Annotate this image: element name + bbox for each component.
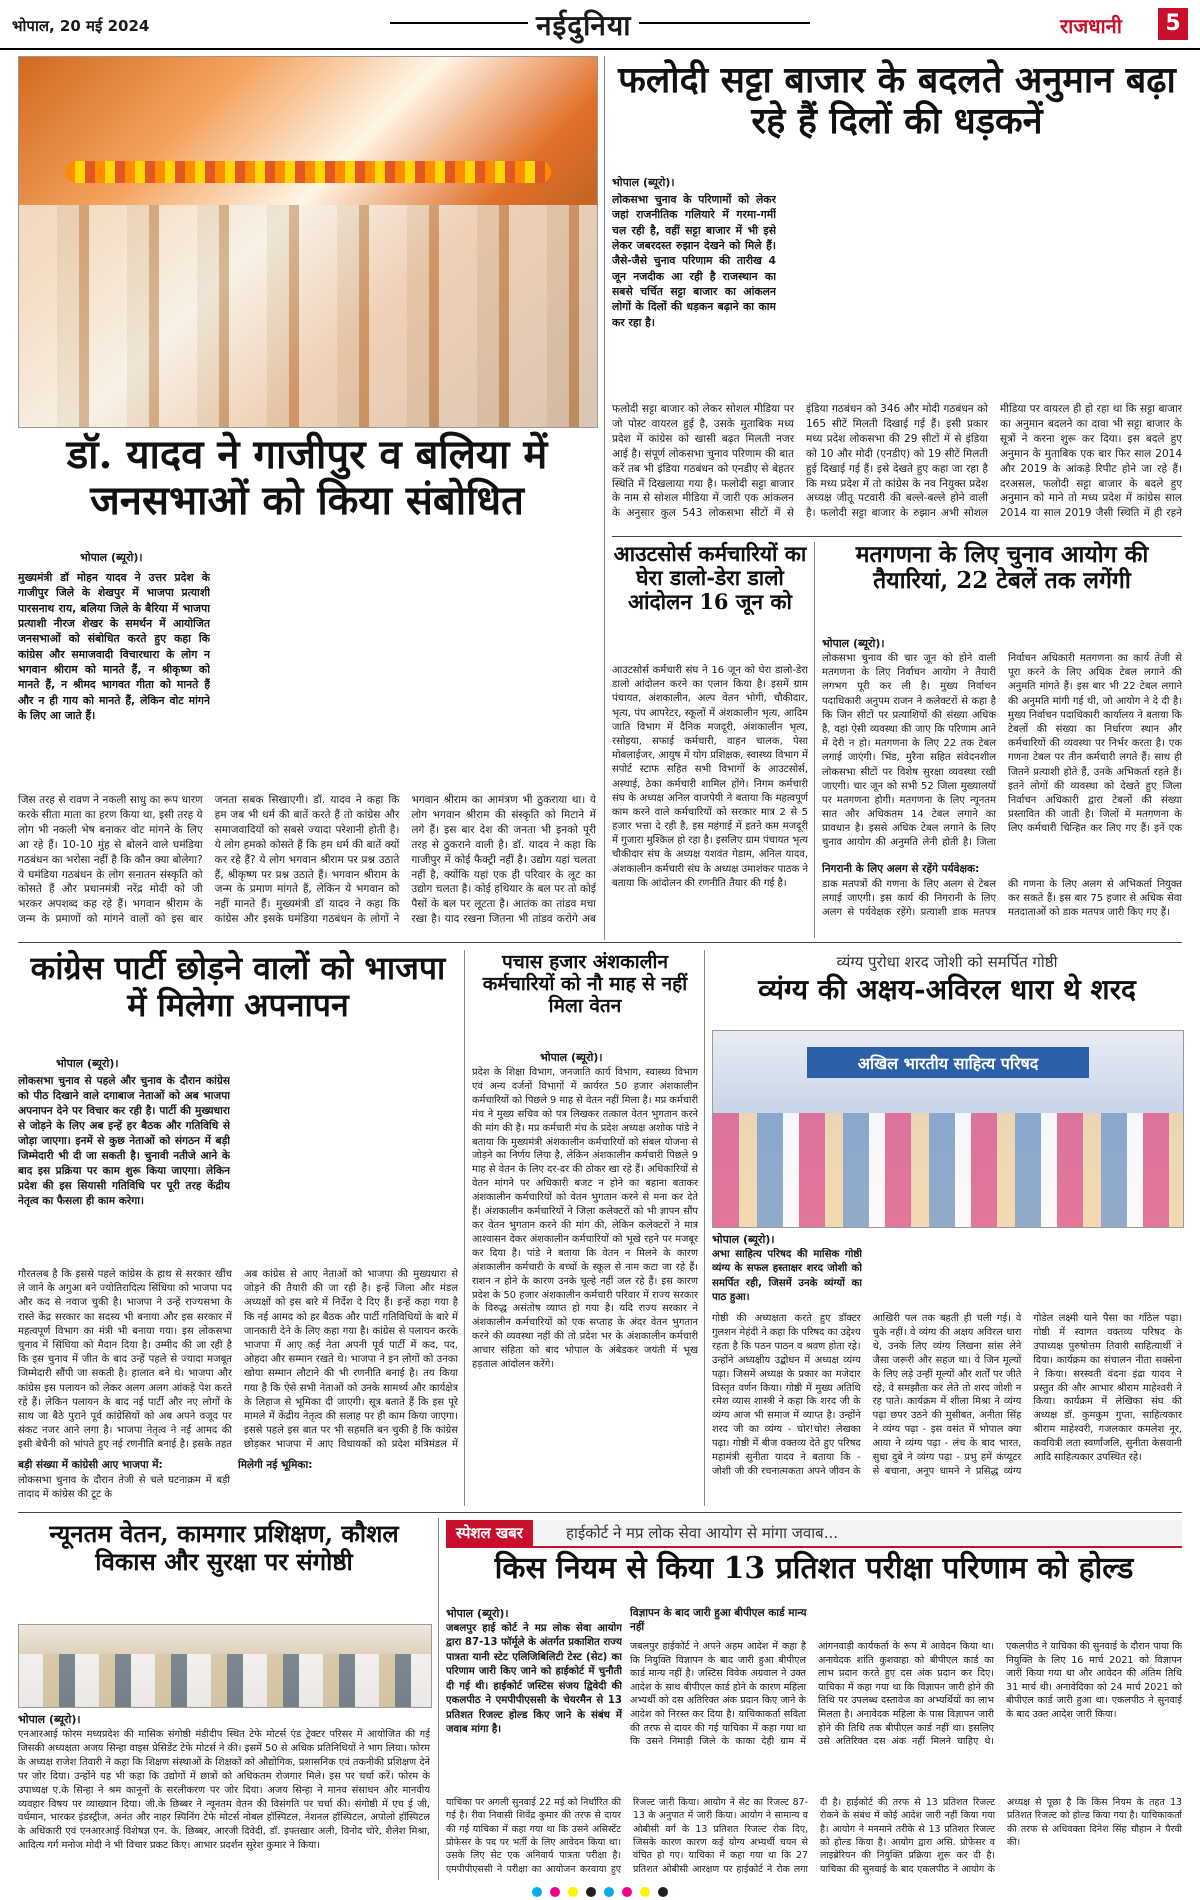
print-dot xyxy=(550,1887,560,1897)
counting-subhead: निगरानी के लिए अलग से रहेंगे पर्यवेक्षक: xyxy=(822,863,980,875)
anshkalin-headline: पचास हजार अंशकालीन कर्मचारियों को नौ माह से नहीं मिला वेतन xyxy=(482,951,688,1017)
vyangya-kicker: व्यंग्य पुरोधा शरद जोशी को समर्पित गोष्ठी xyxy=(836,953,1058,971)
divider xyxy=(18,942,1182,943)
print-dot xyxy=(622,1887,632,1897)
print-dot xyxy=(568,1887,578,1897)
divider xyxy=(438,1518,439,1880)
outsource-body: आउटसोर्स कर्मचारी संघ ने 16 जून को घेरा डालो-डेरा डालो आंदोलन करने का एलान किया है। इसमें ग्राम पंचायत, अंशकालीन, अल्प वेतन भोगी, चौकीदार, भृत्य, पंप आपरेटर, स्कूलों में अंशकालीन भृत्य, आदिम जाति विभाग में दैनिक मजदूरी, अंशकालीन भृत्य, रसोइया, सफाई कर्मचारी, वाहन चालक, पेसा मोबलाईजर, आयुष में योग प्रशिक्षक, स्वास्थ्य विभाग में सपोर्ट स्टाफ सहित सभी विभागों के आउटसोर्स, अस्थाई, ठेका कर्मचारी शामिल होंगे। निगम कर्मचारी संघ के अध्यक्ष अनिल वाजपेयी ने बताया कि महत्वपूर्ण काम करने वाले कर्मचारियों को सरकार मात्र 2 से 5 हजार भत्ता दे रही है, इस महंगाई में इतने कम मजदूरी में गुजारा मुश्किल हो रहा है। इसलिए ग्राम पंचायत भृत्य चौकीदार संघ के अध्यक्ष यशवंत गेडाम, अनिल यादव, अंशकालीन कर्मचारी संघ के अध्यक्ष उमाशंकर पाठक ने बताया कि आंदोलन की रणनीति तैयार की गई है। xyxy=(612,665,808,889)
divider xyxy=(814,542,815,938)
page-number: 5 xyxy=(1158,8,1188,40)
seminar-photo xyxy=(18,1624,432,1708)
yadav-dateline: भोपाल (ब्यूरो)। xyxy=(80,551,143,564)
yadav-headline: डॉ. यादव ने गाजीपुर व बलिया में जनसभाओं को किया संबोधित xyxy=(66,431,548,524)
seminar-body: एनआरआई फोरम मध्यप्रदेश की मासिक संगोष्ठी मंडीदीप स्थित टेफे मोटर्स एंड ट्रेक्टर परिसर में आयोजित की गई जिसकी अध्यक्षता अजय सिन्हा वाइस प्रेसिडेंट टेफे मोटर्स ने की। इसमें 50 से अधिक प्रतिनिधियों ने भाग लिया। फोरम के अध्यक्ष राजेश तिवारी ने कहा कि शिक्षण संस्थाओं के शिक्षकों को औद्योगिक, प्रशासनिक एवं तकनीकी प्रशिक्षण देने पर जोर दिया। उन्होंने यह भी कहा कि उद्योगों में छात्रों को अधिकतम रोजगार मिले। इस पर चर्चा करें। फोरम के उपाध्यक्ष ए.के सिन्हा ने श्रम कानूनों के सरलीकरण पर जोर दिया। अजय सिन्हा ने मानव संसाधन और मानवीय व्यवहार विषय पर व्याख्यान दिया। जी.के छिब्बर ने न्यूनतम वेतन की विसंगति पर चर्चा की। संगोष्ठी में एच ई जी, वर्धमान, भारकर इंडस्ट्रीज, अनंत और नाहर स्पिनिंग टेफे मोटर्स नोबल हॉस्पिटल, नेशनल हॉस्पिटल, अपोलो हॉस्पिटल के अधिकारी एवं एनआरआई विशेषज्ञ एन. के. छिब्बर, आरजी दिवेदी, डॉ. इफ्तखार अली, विनोद चोरे, शैलेश मिश्रा, आदित्य गर्ग मनोज मोदी ने भी विचार प्रकट किए। आभार प्रदर्शन सुरेश कुमार ने किया। xyxy=(18,1729,430,1852)
divider xyxy=(612,536,1182,537)
seminar-headline: न्यूनतम वेतन, कामगार प्रशिक्षण, कौशल विकास और सुरक्षा पर संगोष्ठी xyxy=(49,1519,399,1576)
masthead xyxy=(0,0,1200,50)
highcourt-dateline: भोपाल (ब्यूरो)। xyxy=(446,1607,509,1620)
phalodi-body: फलोदी सट्टा बाजार को लेकर सोशल मीडिया पर जो पोस्ट वायरल हुई है, उसके मुताबिक मध्य प्रदेश में कांग्रेस को खासी बढ़त मिलती नजर आई है। संपूर्ण लोकसभा चुनाव परिणाम की बात करें तब भी इंडिया गठबंधन को एनडीए से बेहतर स्थिति में दिखलाया गया है। फलोदी सट्टा बाजार के नाम से सोशल मीडिया में जारी एक आंकलन के अनुसार कुल 543 लोकसभा सीटों में से इंडिया गठबंधन को 346 और मोदी गठबंधन को 165 सीटें मिलती दिखाई गई हैं। इसी प्रकार मध्य प्रदेश लोकसभा की 29 सीटों में से इंडिया को 10 और मोदी (एनडीए) को 19 सीटें मिलती हुई दिखाई गई हैं। इसे देखते हुए कहा जा रहा है कि मध्य प्रदेश में तो कांग्रेस के नव नियुक्त प्रदेश अध्यक्ष जीतू पटवारी की बल्ले-बल्ले होने वाली है। फलोदी सट्टा बाजार के रुझान अभी सोशल मीडिया पर वायरल ही हो रहा था कि सट्टा बाजार का अनुमान बदलने का दावा भी सट्टा बाजार के सूत्रों ने करना शुरू कर दिया। इस बदले हुए अनुमान के मुताबिक एक बार फिर साल 2014 और 2019 के आंकड़े रिपीट होने जा रहे हैं। दरअसल, फलोदी सट्टा बाजार के बदले हुए अनुमान को माने तो मध्य प्रदेश में कांग्रेस साल 2014 या साल 2019 जैसी स्थिति में ही रहने xyxy=(612,403,1182,520)
congress-headline: कांग्रेस पार्टी छोड़ने वालों को भाजपा में मिलेगा अपनापन xyxy=(30,949,446,1024)
vyangya-photo xyxy=(712,1030,1184,1228)
print-dot xyxy=(640,1887,650,1897)
phalodi-intro: लोकसभा चुनाव के परिणामों को लेकर जहां राजनीतिक गलियारे में गरमा-गर्मी चल रही है, वहीं सट्टा बाजार में भी इसे लेकर जबरदस्त रुझान देखने को मिले हैं। जैसे-जैसे चुनाव परिणाम की तारीख 4 जून नजदीक आ रही है राजस्थान का सबसे चर्चित सट्टा बाजार का आंकलन लोगों के दिलों की धड़कन बढ़ाने का काम कर रहा है। xyxy=(612,193,776,329)
print-dot xyxy=(586,1887,596,1897)
group-shape xyxy=(713,1113,1183,1227)
divider xyxy=(464,950,465,1506)
divider xyxy=(604,56,605,940)
highcourt-header xyxy=(446,1520,1182,1548)
print-dot xyxy=(532,1887,542,1897)
highcourt-intro: जबलपुर हाई कोर्ट ने मप्र लोक सेवा आयोग द्वारा 87-13 फॉर्मूले के अंतर्गत प्रकाशित राज्य पात्रता यानी स्टेट एलिजिबिलिटी टेस्ट (सेट) का परिणाम जारी किए जाने को हाईकोर्ट में चुनौती दी गई थी। हाईकोर्ट जस्टिस संजय द्विवेदी की एकलपीठ ने एमपीपीएससी के चेयरमैन से 13 प्रतिशत रिजल्ट होल्ड किए जाने के संबंध में जवाब मांगा है। xyxy=(446,1623,622,1736)
rally-photo xyxy=(18,56,598,428)
newspaper-logo: नईदुनिया xyxy=(528,6,639,44)
counting-body: लोकसभा चुनाव की चार जून को होने वाली मतगणना के लिए निर्वाचन आयोग ने तैयारी लगभग पूरी कर ली है। मुख्य निर्वाचन पदाधिकारी अनुपम राजन ने कलेक्टरों से कहा है कि जिन सीटों पर प्रत्याशियों की संख्या अधिक है, वहां ऐसी व्यवस्था की जाए कि परिणाम आने में देरी न हो। मतगणना के लिए 22 तक टेबल लगाई जाएंगी। भिंड, मुरैना सहित संवेदनशील लोकसभा सीटों पर विशेष सुरक्षा व्यवस्था रखी जाएगी। चार जून को सभी 52 जिला मुख्यालयों पर मतगणना होगी। मतगणना के लिए न्यूनतम सात और अधिकतम 14 टेबल लगाने का प्रावधान है। इससे अधिक टेबल लगाने के लिए चुनाव आयोग की अनुमति लेनी होती है। जिला निर्वाचन अधिकारी मतगणना का कार्य तेजी से पूरा करने के लिए अधिक टेबल लगाने की अनुमति मांगते हैं। इस बार भी 22 टेबल लगाने की अनुमति मांगी गई थी, जो आयोग ने दे दी है। मुख्य निर्वाचन पदाधिकारी कार्यालय ने बताया कि टेबलों की संख्या का निर्धारण स्थान और कर्मचारियों की व्यवस्था पर निर्भर करता है। एक गणना टेबल पर तीन कर्मचारी लगते हैं। साथ ही जितने प्रत्याशी होते हैं, उनके अभिकर्ता रहते हैं। इतने लोगों की व्यवस्था को देखते हुए जिला निर्वाचन अधिकारी द्वारा टेबलों की संख्या प्रस्तावित की जाती है। जिलों में मतगणना के लिए कर्मचारी चिन्हित कर लिए गए हैं। इनें एक xyxy=(822,653,1182,849)
seminar-dateline: भोपाल (ब्यूरो)। xyxy=(18,1713,81,1726)
photo-banner: अखिल भारतीय साहित्य परिषद xyxy=(807,1047,1089,1078)
highcourt-body2: जबलपुर हाईकोर्ट ने अपने अहम आदेश में कहा है कि नियुक्ति विज्ञापन के बाद जारी हुआ बीपीएल कार्ड मान्य नहीं है। जस्टिस विवेक अग्रवाल ने उक्त आदेश के साथ बीपीएल कार्ड होने के कारण महिला अभ्यर्थी को दस अतिरिक्त अंक प्रदान किए जाने के आदेश को निरस्त कर दिया है। याचिकाकर्ता सविता की तरफ से दायर की गई याचिका में कहा गया था कि उसने निमाड़ी जिले के काका देही ग्राम में आंगनवाड़ी कार्यकर्ता के रूप में आवेदन किया था। अनावेदक शांति कुशवाहा को बीपीएल कार्ड का लाभ प्रदान करते हुए दस अंक प्रदान कर दिए। याचिका में कहा गया था कि विज्ञापन जारी होने की तिथि पर उपलब्ध दस्तावेज का अभ्यर्थियों का लाभ मिलता है। अनावेदक महिला के पास विज्ञापन जारी होने की तिथि तक बीपीएल कार्ड नहीं था। इसलिए उसे अतिरिक्त दस अंक नहीं मिलने चाहिए थे। एकलपीठ ने याचिका की सुनवाई के दौरान पाया कि नियुक्ति के लिए 16 मार्च 2021 को विज्ञापन जारी किया गया था और आवेदन की अंतिम तिथि 31 मार्च थी। अनावेदिका को 24 मार्च 2021 को बीपीएल कार्ड जारी हुआ था। एकलपीठ ने सुनवाई के बाद उक्त आदेश जारी किया। xyxy=(630,1641,1182,1748)
counting-body2: डाक मतपत्रों की गणना के लिए अलग से टेबल लगाई जाएगी। इस कार्य की निगरानी के लिए अलग से पर्यवेक्षक रहेंगे। प्रत्याशी डाक मतपत्र की गणना के लिए अलग से अभिकर्ता नियुक्त कर सकते हैं। इस बार 75 हजार से अधिक सेवा मतदाताओं को डाक मतपत्र जारी किए गए हैं। xyxy=(822,879,1182,919)
highcourt-subhead: विज्ञापन के बाद जारी हुआ बीपीएल कार्ड मान्य नहीं xyxy=(630,1607,807,1633)
phalodi-headline: फलोदी सट्टा बाजार के बदलते अनुमान बढ़ा रहे हैं दिलों की धड़कनें xyxy=(618,59,1176,143)
congress-subhead2: मिलेगी नई भूमिका: xyxy=(238,1459,313,1471)
print-dot xyxy=(604,1887,614,1897)
garland-shape xyxy=(65,161,551,183)
anshkalin-body: प्रदेश के शिक्षा विभाग, जनजाति कार्य विभाग, स्वास्थ्य विभाग एवं अन्य दर्जनों विभागों में कार्यरत 50 हजार अंशकालीन कर्मचारियों को पिछले 9 माह से वेतन नहीं मिला है। मप्र कर्मचारी मंच ने मुख्य सचिव को पत्र लिखकर तत्काल वेतन भुगतान करने की मांग की है। मप्र कर्मचारी मंच के प्रदेश अध्यक्ष अशोक पांडे ने बताया कि मुख्यमंत्री अंशकालीन कर्मचारियों को संबल योजना से जोड़ने का निर्णय लिया है, लेकिन अंशकालीन कर्मचारी पिछले 9 माह से वेतन के लिए दर-दर की ठोकर खा रहे हैं। अधिकारियों से वेतन मांगने पर अधिकारी बजट न होने का बहाना बताकर अंशकालीन कर्मचारियों को वेतन भुगतान करने से मना कर देते हैं। अंशकालीन कर्मचारियों ने जिला कलेक्टरों को भी ज्ञापन सौंप कर वेतन भुगतान करने की मांग की, लेकिन कलेक्टरों ने मात्र आश्वासन देकर अंशकालीन कर्मचारियों को भूखे रहने पर मजबूर कर दिया है। पांडे ने बताया कि वेतन न मिलने के कारण अंशकालीन कर्मचारी के बच्चों के स्कूल से नाम कटा जा रहे हैं। राशन न होने के कारण उनके चूल्हे नहीं जल रहे हैं। इस कारण प्रदेश के 50 हजार अंशकालीन कर्मचारी परिवार में राज्य सरकार के विरुद्ध असंतोष व्याप्त हो गया है। यदि राज्य सरकार ने अंशकालीन कर्मचारियों को एक सप्ताह के अंदर वेतन भुगतान करने की व्यवस्था नहीं की तो प्रदेश भर के अंशकालीन कर्मचारी आचार संहिता को बाद भोपाल के अंबेडकर जयंती में भूख हड़ताल आंदोलन करेंगे। xyxy=(472,1067,698,1371)
section-name: राजधानी xyxy=(1060,14,1122,38)
page-date: भोपाल, 20 मई 2024 xyxy=(12,17,150,35)
yadav-body: जिस तरह से रावण ने नकली साधु का रूप धारण करके सीता माता का हरण किया था, इसी तरह ये लोग भी नकली भेष बनाकर वोट मांगने के लिए आ रहे हैं। 10-10 मुंह से बोलने वाले घमंडिया गठबंधन का भरोसा नहीं है कि कौन क्या बोलेगा? ये घमंडिया गठबंधन के लोग सनातन संस्कृति को कोसते हैं और प्रधानमंत्री नरेंद्र मोदी को जी भरकर अपशब्द कह रहे हैं। भगवान श्रीराम के जन्म के प्रमाणों को मांगने वालों को इस बार जनता सबक सिखाएगी। डॉ. यादव ने कहा कि हम जब भी धर्म की बातें करते हैं तो कांग्रेस और समाजवादियों को सबसे ज्यादा परेशानी होती है। ये लोग हमको कोसते हैं कि हम धर्म की बातें क्यों कर रहे हैं? ये लोग भगवान श्रीराम पर प्रश्न उठाते हैं, श्रीकृष्ण पर प्रश्न उठाते हैं। भगवान श्रीराम के जन्म के प्रमाण मांगते हैं, लेकिन ये भगवान को नहीं मानते हैं। मुख्यमंत्री डॉ यादव ने कहा कि कांग्रेस और इसके घमंडिया गठबंधन के लोगों ने भगवान श्रीराम का आमंत्रण भी ठुकराया था। ये लोग भगवान श्रीराम की संस्कृति को मिटाने में लगे हैं। इस बार देश की जनता भी इनको पूरी तरह से ठुकराने वाली है। डॉ. यादव ने कहा कि गाजीपुर में कोई फैक्ट्री नहीं है। उद्योग यहां चलता नहीं है, क्योंकि यहां एक ही परिवार के लूट का उद्योग चलता है। कोई हथियार के बल पर तो कोई पैसों के बल पर लूटता है। आतंक का तांडव मचा रखा है। याद रखना जितना भी तांडव करोगे अब xyxy=(18,794,596,926)
congress-subhead1-body: लोकसभा चुनाव के दौरान तेजी से चले घटनाक्रम में बड़ी तादाद में कांग्रेस की टूट के xyxy=(18,1475,230,1501)
counting-headline: मतगणना के लिए चुनाव आयोग की तैयारियां, 22 टेबलें तक लगेंगी xyxy=(855,541,1149,595)
counting-dateline: भोपाल (ब्यूरो)। xyxy=(822,637,885,650)
rally-crowd-shape xyxy=(19,205,597,427)
congress-dateline: भोपाल (ब्यूरो)। xyxy=(56,1057,119,1070)
print-dot xyxy=(658,1887,668,1897)
vyangya-body: गोष्ठी की अध्यक्षता करते हुए डॉक्टर गुलशन मेहंदी ने कहा कि परिषद का उद्देश्य रहता है कि पठन पाठन व श्रवण होता रहे। उन्होंने अध्यक्षीय उद्बोधन में अध्यक्ष व्यंग्य पढ़ा। जिसमें अध्यक्ष के प्रकार का मजेदार विस्तृत वर्णन किया। गोष्ठी में मुख्य अतिथि रमेश व्यास शास्त्री ने कहा कि शरद जी के व्यंग्य आज भी समाज में व्याप्त है। उन्होंने शरद जी का व्यंग्य - चोर!चोर! लेखका पढ़ा। गोष्ठी में बीज वक्तव्य देते हुए परिषद महामंत्री सुनीता यादव ने बताया कि - जोशी जी की रचनात्मकता अपने जीवन के आखिरी पल तक बहती ही चली गई। वे चुके नहीं। वे व्यंग्य की अक्षय अविरल धारा थे, उनके लिए व्यंग्य लिखना सांस लेने जैसा जरूरी और सहज था। वे जिन मूल्यों के लिए लड़े उन्हीं मूल्यों और शर्तों पर जीते रहे, वे समझौता कर लेते तो शरद जोशी न रह पाते। कार्यक्रम में शीला मिश्रा ने व्यंग्य पढ़ा छपर उठने की मुसीबत, अनीता सिंह ने व्यंग्य पढ़ा - इस वसंत में भोपाल क्या आया ने व्यंग्य पढ़ा - लंच के बाद भारत, सुधा दुबे ने व्यंग्य पढ़ा - प्रभु हमें कंप्यूटर से बचाना, अनूप धामने ने प्रसिद्ध व्यंग्य गोडेल लक्ष्मी याने पैसा का गाँठेल पढ़ा। गोष्ठी में स्वागत वक्तव्य परिषद के उपाध्यक्ष पुरुषोत्तम तिवारी साहित्यार्थी ने दिया। कार्यक्रम का संचालन नीता सक्सेना ने किया। सरस्वती वंदना इंद्रा यादव ने प्रस्तुत की और आभार श्रीराम माहेश्वरी ने किया। कार्यक्रम में लेखिका संघ की अध्यक्ष डॉ. कुमकुम गुप्ता, साहित्यकार श्रीराम माहेश्वरी, गजलकार कमलेश नूर, कवयित्री लता स्वर्णांजलि, सुनीता केसवानी आदि साहित्यकार उपस्थित रहे। xyxy=(712,1313,1182,1477)
congress-body: गौरतलब है कि इससे पहले कांग्रेस के हाथ से सरकार खींच ले जाने के अगुआ बने ज्योतिरादित्य सिंधिया को भाजपा पद और कद से नवाज चुकी है। भाजपा ने उन्हें राज्यसभा के रास्ते केंद्र सरकार का सदस्य भी बनाया और इस सरकार में महत्वपूर्ण विभाग का मंत्री भी बनाया गया। इस लोकसभा चुनाव में सिंधिया को मैदान दिया है। उम्मीद की जा रही है कि इस चुनाव में जीत के बाद उन्हें पहले से ज्यादा मजबूत जिम्मेदारी सौंपी जा सकती है। हालात बने थे। भाजपा और कांग्रेस इस पलायन को लेकर अलग अलग आंकड़े पेश करते रहे हैं। लेकिन पलायन के बाद नई पार्टी और नए लोगों के साथ जा बैठे पुराने पूर्व कांग्रेसियों को अब अपने वजूद पर संकट नजर आने लगा है। भाजपा नेतृत्व ने नई आमद की इसी बेचैनी को भांपते हुए नई रणनीति बनाई है। इसके तहत अब कांग्रेस से आए नेताओं को भाजपा की मुख्यधारा से जोड़ने की तैयारी की जा रही है। इन्हें जिला और मंडल अध्यक्षों को इस बारे में निर्देश दे दिए हैं। इन्हें कहा गया है कि नई आमद को हर बैठक और पार्टी गतिविधियों के बारे में जानकारी देने के लिए कहा गया है। कांग्रेस से पलायन करके भाजपा में आए कई नेता अपनी पूर्व पार्टी में कद, पद, ओहदा और सम्मान रखते थे। भाजपा ने इन लोगों को उनका खोया सम्मान लौटाने की भी रणनीति बनाई है। तय किया गया है कि ऐसे सभी नेताओं को उनके सामर्थ्य और कार्यक्षेत्र के लिहाज से भूमिका दी जाएगी। सूत्र बताते हैं कि इस पूरे मामले में केंद्रीय नेतृत्व की सलाह पर ही काम किया जाएगा। इससे पहले इस बात पर भी सहमति बन चुकी है कि कांग्रेस छोड़कर भाजपा में आए विधायकों को प्रदेश मंत्रिमंडल में xyxy=(18,1269,458,1451)
congress-intro: लोकसभा चुनाव से पहले और चुनाव के दौरान कांग्रेस को पीठ दिखाने वाले दगाबाज नेताओं को अब भाजपा अपनापन देने पर विचार कर रही है। पार्टी की मुख्यधारा से जोड़ने के लिए अब इन्हें हर बैठक और गतिविधि से जोड़ा जाएगा। इनमें से कुछ नेताओं को संगठन में बड़ी जिम्मेदारी भी दी जा सकती है। चुनावी नतीजे आने के बाद इस प्रक्रिया पर काम शुरू किया जाएगा। लेकिन प्रदेश की इस सियासी गतिविधि पर पूरी तरह केंद्रीय नेतृत्व का फैसला ही काम करेगा। xyxy=(18,1075,230,1208)
phalodi-dateline: भोपाल (ब्यूरो)। xyxy=(612,176,675,189)
outsource-headline: आउटसोर्स कर्मचारियों का घेरा डालो-डेरा डालो आंदोलन 16 जून को xyxy=(613,541,807,615)
print-marks xyxy=(0,1884,1200,1900)
highcourt-kicker: हाईकोर्ट ने मप्र लोक सेवा आयोग से मांगा जवाब... xyxy=(566,1524,839,1542)
vyangya-dateline: भोपाल (ब्यूरो)। xyxy=(712,1233,775,1246)
highcourt-body: याचिका पर अगली सुनवाई 22 मई को निर्धारित की गई है। रीवा निवासी शिवेंद्र कुमार की तरफ से दायर की गई याचिका में कहा गया था कि उसने असिस्टेंट प्रोफेसर के पद पर भर्ती के लिए आवेदन किया था। उसके लिए सेट एक अनिवार्य पात्रता परीक्षा है। एमपीपीएससी ने परीक्षा का आयोजन करवाया हुए रिजल्ट जारी किया। आयोग ने सेट का रिजल्ट 87-13 के अनुपात में जारी किया। आयोग ने सामान्य व ओबीसी वर्ग के 13 प्रतिशत रिजल्ट रोक दिए, जिसके कारण कारण कई योग्य अभ्यर्थी चयन से वंचित हो गए। याचिका में कहा गया था कि 27 प्रतिशत ओबीसी आरक्षण पर हाईकोर्ट ने रोक लगा दी है। हाईकोर्ट की तरफ से 13 प्रतिशत रिजल्ट रोकने के संबंध में कोई आदेश जारी नहीं किया गया है। आयोग ने मनमाने तरीके से 13 प्रतिशत रिजल्ट को होल्ड किया है। आयोग द्वारा असि. प्रोफेसर व लाइब्रेरियन की नियुक्ति प्रक्रिया शुरू कर दी है। याचिका की सुनवाई के बाद एकलपीठ ने आयोग के अध्यक्ष से पूछा है कि किस नियम के तहत 13 प्रतिशत रिजल्ट को होल्ड किया गया है। याचिकाकर्ता की तरफ से अधिवक्ता दिनेश सिंह चौहान ने पैरवी की। xyxy=(446,1797,1182,1875)
highcourt-headline: किस नियम से किया 13 प्रतिशत परीक्षा परिणाम को होल्ड xyxy=(494,1551,1134,1586)
vyangya-intro: अभा साहित्य परिषद की मासिक गोष्ठी व्यंग्य के सफल हस्ताक्षर शरद जोशी को समर्पित रही, जिसमें उनके व्यंग्यों का पाठ हुआ। xyxy=(712,1249,862,1304)
divider xyxy=(704,950,705,1506)
divider xyxy=(18,1512,1182,1513)
vyangya-headline: व्यंग्य की अक्षय-अविरल धारा थे शरद xyxy=(758,973,1136,1006)
seminar-group-shape xyxy=(19,1654,431,1707)
yadav-intro: मुख्यमंत्री डॉ मोहन यादव ने उत्तर प्रदेश के गाजीपुर जिले के शेखपुर में भाजपा प्रत्याशी पारसनाथ राय, बलिया जिले के बैरिया में भाजपा प्रत्याशी नीरज शेखर के समर्थन में आयोजित जनसभाओं को संबोधित करते हुए कहा कि कांग्रेस और समाजवादी विचारधारा के लोग न भगवान श्रीराम को मानते हैं, न श्रीकृष्ण को मानते हैं, न श्रीमद भागवत गीता को मानते हैं और न ही गाय को मानते हैं, लेकिन वोट मांगने के लिए आ जाते हैं। xyxy=(18,571,210,722)
congress-subhead1: बड़ी संख्या में कांग्रेसी आए भाजपा में: xyxy=(18,1459,163,1471)
anshkalin-dateline: भोपाल (ब्यूरो)। xyxy=(540,1051,603,1064)
special-news-tag: स्पेशल खबर xyxy=(446,1520,533,1546)
